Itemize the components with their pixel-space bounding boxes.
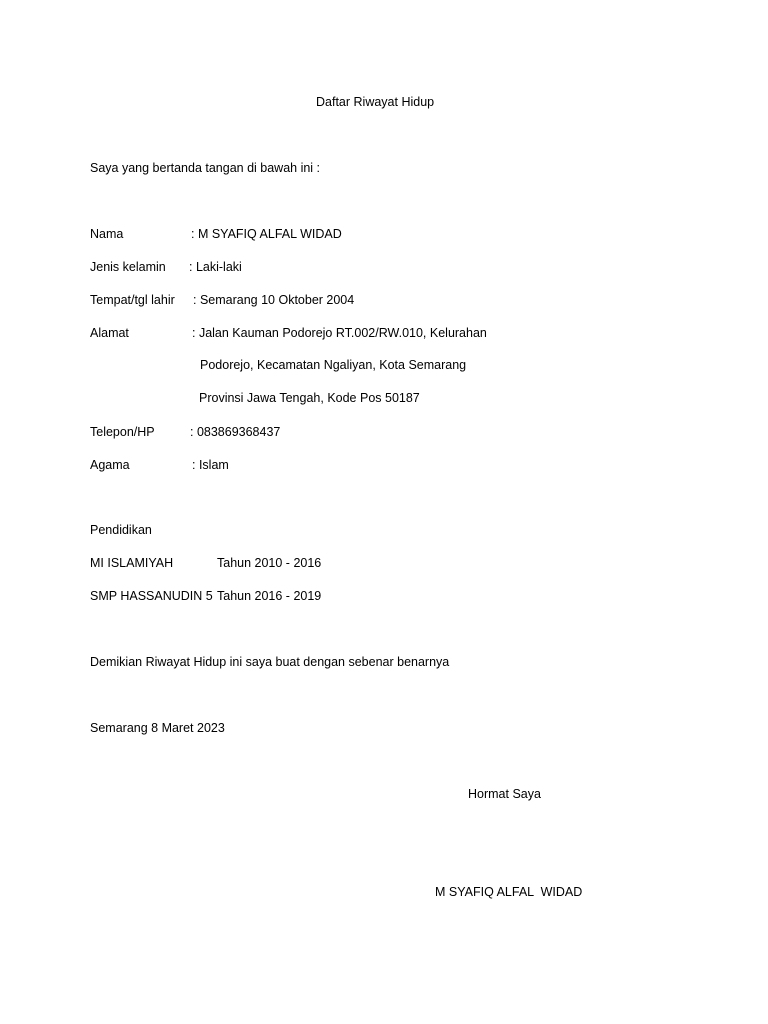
signature-name: M SYAFIQ ALFAL WIDAD xyxy=(435,885,583,899)
field-label-alamat: Alamat xyxy=(90,326,129,340)
field-label-nama: Nama xyxy=(90,227,124,241)
field-value-telepon: : 083869368437 xyxy=(190,425,281,439)
field-value-ttl: : Semarang 10 Oktober 2004 xyxy=(193,293,355,307)
pendidikan-heading: Pendidikan xyxy=(90,523,152,537)
field-value-alamat-line-1: : Jalan Kauman Podorejo RT.002/RW.010, Kelurahan xyxy=(192,326,487,340)
pendidikan-years: Tahun 2010 - 2016 xyxy=(217,556,322,570)
field-label-agama: Agama xyxy=(90,458,130,472)
document-title: Daftar Riwayat Hidup xyxy=(316,95,435,109)
field-label-telepon: Telepon/HP xyxy=(90,425,155,439)
place-date: Semarang 8 Maret 2023 xyxy=(90,721,225,735)
field-value-alamat-line-2: Podorejo, Kecamatan Ngaliyan, Kota Semarang xyxy=(200,358,467,372)
field-label-jenis-kelamin: Jenis kelamin xyxy=(90,260,166,274)
regards-text: Hormat Saya xyxy=(468,787,541,801)
pendidikan-school: MI ISLAMIYAH xyxy=(90,556,174,570)
field-value-jenis-kelamin: : Laki-laki xyxy=(189,260,242,274)
closing-statement: Demikian Riwayat Hidup ini saya buat dengan sebenar benarnya xyxy=(90,655,450,669)
intro-text: Saya yang bertanda tangan di bawah ini : xyxy=(90,161,321,175)
pendidikan-school: SMP HASSANUDIN 5 xyxy=(90,589,213,603)
field-value-alamat-line-3: Provinsi Jawa Tengah, Kode Pos 50187 xyxy=(199,391,420,405)
pendidikan-years: Tahun 2016 - 2019 xyxy=(217,589,322,603)
field-label-ttl: Tempat/tgl lahir xyxy=(90,293,175,307)
field-value-nama: : M SYAFIQ ALFAL WIDAD xyxy=(191,227,342,241)
field-value-agama: : Islam xyxy=(192,458,229,472)
